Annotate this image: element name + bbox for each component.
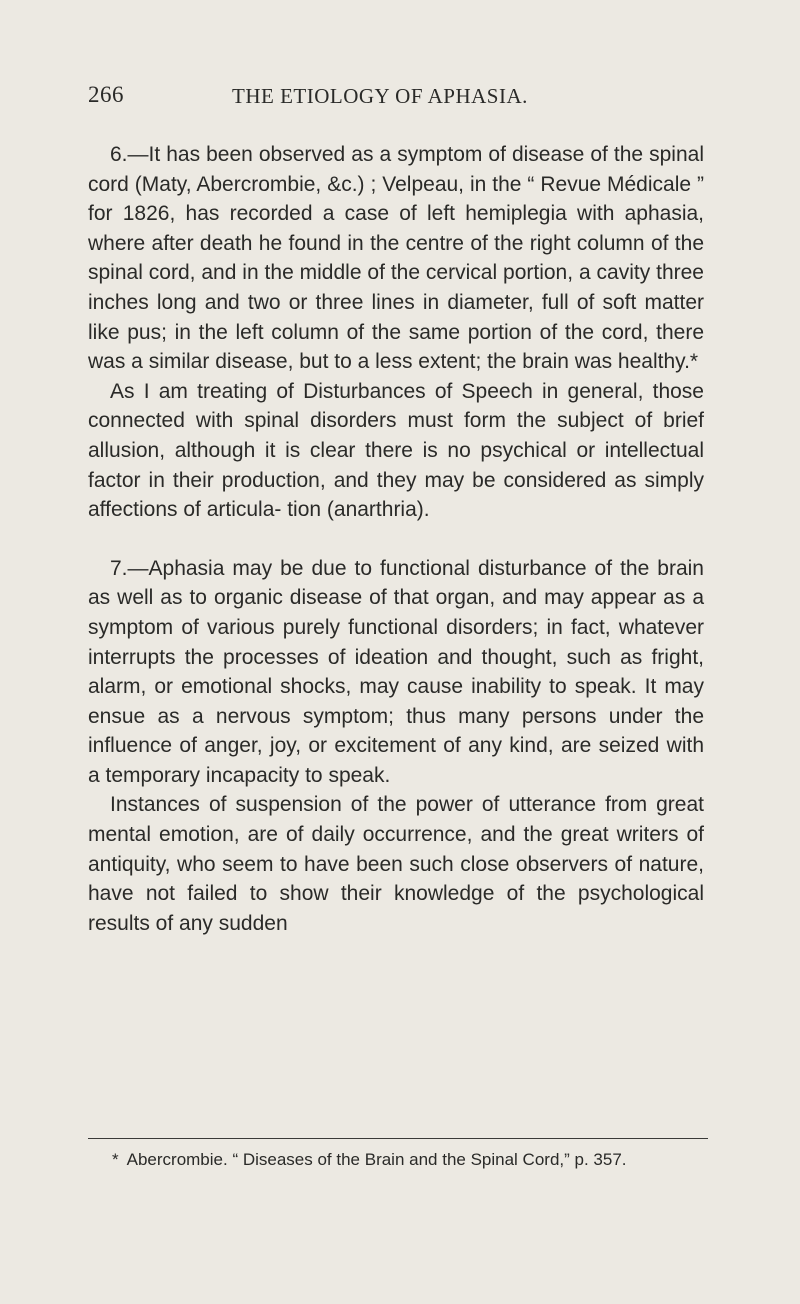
body-text [88, 140, 704, 938]
paragraph-spinal-disorders: As I am treating of Disturbances of Speech in general, those connected with spinal disorders must form the subject of brief allusion, although it is clear there is no psychical or intellectual factor in their production, and they may be considered as simply affections of articula- tion (anarthria). [88, 379, 704, 522]
page-number: 266 [88, 82, 124, 107]
footnote-divider [88, 1138, 708, 1139]
running-header [88, 82, 716, 122]
paragraph-section-6: 6.—It has been observed as a symptom of disease of the spinal cord (Maty, Abercrombie, &c.) ; Velpeau, in the “ Revue Médicale ” for 1826, has recorded a case of left hemiplegia with aphasia, where after death he found in the centre of the right column of the spinal cord, and in the middle of the cervical portion, a cavity three inches long and two or three lines in diameter, full of soft matter like pus; in the left column of the same portion of the cord, there was a similar disease, but to a less extent; the brain was healthy.* [88, 143, 704, 374]
paragraph-section-7: 7.—Aphasia may be due to functional disturbance of the brain as well as to organic disease of that organ, and may appear as a symptom of various purely functional disorders; in fact, whatever interrupts the processes of ideation and thought, such as fright, alarm, or emotional shocks, may cause inability to speak. It may ensue as a nervous symptom; thus many persons under the influence of anger, joy, or excitement of any kind, are seized with a temporary incapacity to speak. [88, 556, 704, 787]
paragraph-emotional-suspension: Instances of suspension of the power of utterance from great mental emotion, are of daily occurrence, and the great writers of antiquity, who seem to have been such close observers of nature, have not failed to show their knowledge of the psychological results of any sudden [88, 793, 704, 935]
running-title: THE ETIOLOGY OF APHASIA. [232, 84, 528, 108]
footnote-marker: * [112, 1150, 119, 1169]
footnote [112, 1148, 712, 1172]
footnote-text: Abercrombie. “ Diseases of the Brain and the Spinal Cord,” p. 357. [126, 1150, 627, 1169]
